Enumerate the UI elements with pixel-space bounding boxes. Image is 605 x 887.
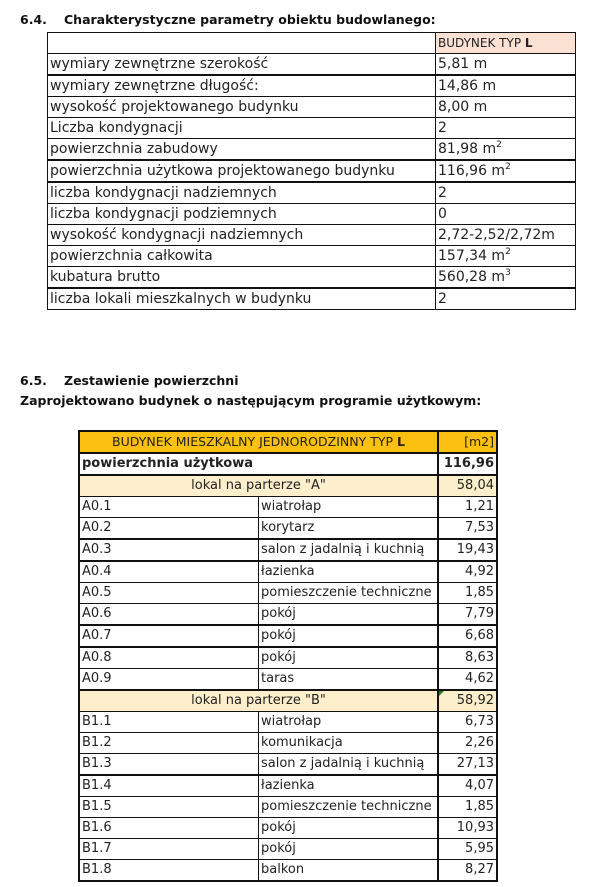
unit-exponent: 2 [505, 162, 511, 172]
parameter-value [436, 160, 576, 182]
room-code: A0.9 [79, 669, 259, 691]
unit-exponent: 2 [496, 140, 502, 150]
room-area: 1,21 [438, 497, 497, 518]
parameter-row [48, 204, 576, 225]
room-name: balkon [259, 860, 439, 882]
unit-section-row [79, 690, 497, 712]
section-number: 6.5. [20, 373, 47, 388]
room-row [79, 818, 497, 839]
room-name: korytarz [259, 518, 439, 540]
room-area: 6,68 [438, 625, 497, 647]
room-code: B1.5 [79, 797, 259, 818]
room-row [79, 733, 497, 754]
room-area: 10,93 [438, 818, 497, 839]
parameter-label: wymiary zewnętrzne długość: [48, 75, 436, 97]
room-code: A0.5 [79, 583, 259, 604]
value-text: 2,72-2,52/2,72m [438, 227, 555, 243]
parameter-label: kubatura brutto [48, 267, 436, 289]
value-text: 81,98 m [438, 141, 497, 157]
room-code: B1.4 [79, 775, 259, 797]
room-row [79, 539, 497, 561]
unit-exponent: 2 [505, 247, 511, 257]
room-area: 4,62 [438, 669, 497, 691]
room-area: 6,73 [438, 712, 497, 733]
unit-exponent: 3 [505, 268, 511, 278]
parameter-row [48, 267, 576, 289]
parameter-label: wysokość projektowanego budynku [48, 97, 436, 118]
parameter-label: powierzchnia użytkowa projektowanego budynku [48, 160, 436, 182]
parameter-row [48, 97, 576, 118]
table-title-row [79, 431, 497, 453]
section-6-5-heading [20, 373, 239, 388]
room-code: A0.2 [79, 518, 259, 540]
empty-header-cell [48, 33, 436, 54]
header-type-letter: L [524, 36, 533, 50]
room-row [79, 839, 497, 860]
room-name: łazienka [259, 775, 439, 797]
total-row [79, 453, 497, 475]
room-code: B1.1 [79, 712, 259, 733]
cell-comment-marker-icon [439, 691, 444, 696]
room-row [79, 518, 497, 540]
parameter-row [48, 139, 576, 161]
room-area: 1,85 [438, 583, 497, 604]
room-name: taras [259, 669, 439, 691]
room-code: A0.8 [79, 647, 259, 669]
room-code: B1.7 [79, 839, 259, 860]
header-row [48, 33, 576, 54]
unit-total-value: 58,04 [438, 475, 497, 497]
room-name: łazienka [259, 561, 439, 583]
value-text: 2 [438, 185, 447, 201]
room-code: A0.3 [79, 539, 259, 561]
parameter-label: liczba lokali mieszkalnych w budynku [48, 288, 436, 310]
room-row [79, 754, 497, 776]
room-name: pokój [259, 647, 439, 669]
room-code: A0.4 [79, 561, 259, 583]
room-area: 7,53 [438, 518, 497, 540]
room-area: 4,92 [438, 561, 497, 583]
unit-section-row [79, 475, 497, 497]
room-area: 4,07 [438, 775, 497, 797]
table-title [79, 431, 438, 453]
room-name: pokój [259, 839, 439, 860]
value-text: 5,81 m [438, 56, 488, 72]
room-row [79, 561, 497, 583]
parameter-value [436, 118, 576, 139]
room-row [79, 647, 497, 669]
room-area: 1,85 [438, 797, 497, 818]
room-area: 27,13 [438, 754, 497, 776]
room-code: A0.6 [79, 604, 259, 626]
room-area: 8,27 [438, 860, 497, 882]
room-name: komunikacja [259, 733, 439, 754]
room-area: 2,26 [438, 733, 497, 754]
value-text: 116,96 m [438, 163, 506, 179]
total-value: 116,96 [438, 453, 497, 475]
value-text: 2 [438, 120, 447, 136]
parameter-label: liczba kondygnacji nadziemnych [48, 182, 436, 204]
parameter-row [48, 118, 576, 139]
title-text: BUDYNEK MIESZKALNY JEDNORODZINNY TYP [112, 434, 397, 449]
parameter-value [436, 225, 576, 246]
room-row [79, 497, 497, 518]
room-name: salon z jadalnią i kuchnią [259, 754, 439, 776]
value-text: 2 [438, 291, 447, 307]
section-title: Charakterystyczne parametry obiektu budowlanego: [64, 12, 436, 27]
room-row [79, 860, 497, 882]
parameter-value [436, 246, 576, 267]
room-code: B1.3 [79, 754, 259, 776]
parameter-value [436, 204, 576, 225]
room-row [79, 604, 497, 626]
building-parameters-table [47, 32, 576, 310]
room-name: pokój [259, 604, 439, 626]
parameter-label: wymiary zewnętrzne szerokość [48, 54, 436, 76]
room-area: 19,43 [438, 539, 497, 561]
title-type-letter: L [396, 434, 405, 449]
floor-area-table [78, 430, 498, 882]
room-name: pokój [259, 818, 439, 839]
parameter-value [436, 97, 576, 118]
unit-label: lokal na parterze "B" [79, 690, 438, 712]
unit-header: [m2] [438, 431, 497, 453]
parameter-value [436, 267, 576, 289]
room-code: A0.1 [79, 497, 259, 518]
section-number: 6.4. [20, 12, 47, 27]
room-code: B1.8 [79, 860, 259, 882]
parameter-label: powierzchnia całkowita [48, 246, 436, 267]
parameter-value [436, 182, 576, 204]
room-row [79, 669, 497, 691]
section-6-4-heading [20, 12, 436, 27]
room-name: pomieszczenie techniczne [259, 797, 439, 818]
room-name: wiatrołap [259, 712, 439, 733]
room-row [79, 775, 497, 797]
parameter-row [48, 182, 576, 204]
parameter-value [436, 139, 576, 161]
unit-label: lokal na parterze "A" [79, 475, 438, 497]
parameter-value [436, 288, 576, 310]
section-intro: Zaprojektowano budynek o następującym programie użytkowym: [20, 393, 482, 408]
room-name: pokój [259, 625, 439, 647]
total-label: powierzchnia użytkowa [79, 453, 438, 475]
value-text: 14,86 m [438, 78, 497, 94]
parameter-label: powierzchnia zabudowy [48, 139, 436, 161]
room-name: pomieszczenie techniczne [259, 583, 439, 604]
value-text: 8,00 m [438, 99, 488, 115]
building-type-header [436, 33, 576, 54]
parameter-label: Liczba kondygnacji [48, 118, 436, 139]
value-text: 0 [438, 206, 447, 222]
room-area: 7,79 [438, 604, 497, 626]
room-area: 5,95 [438, 839, 497, 860]
room-area: 8,63 [438, 647, 497, 669]
room-code: B1.6 [79, 818, 259, 839]
parameter-row [48, 54, 576, 76]
header-text: BUDYNEK TYP [438, 36, 525, 50]
room-code: B1.2 [79, 733, 259, 754]
parameter-row [48, 246, 576, 267]
room-row [79, 797, 497, 818]
parameter-row [48, 75, 576, 97]
room-row [79, 625, 497, 647]
room-name: salon z jadalnią i kuchnią [259, 539, 439, 561]
parameter-row [48, 225, 576, 246]
section-title: Zestawienie powierzchni [64, 373, 239, 388]
room-row [79, 712, 497, 733]
parameter-value [436, 75, 576, 97]
room-code: A0.7 [79, 625, 259, 647]
unit-total-value: 58,92 [438, 690, 497, 712]
room-name: wiatrołap [259, 497, 439, 518]
room-row [79, 583, 497, 604]
value-text: 157,34 m [438, 248, 506, 264]
parameter-value [436, 54, 576, 76]
parameter-label: liczba kondygnacji podziemnych [48, 204, 436, 225]
parameter-label: wysokość kondygnacji nadziemnych [48, 225, 436, 246]
parameter-row [48, 288, 576, 310]
parameter-row [48, 160, 576, 182]
value-text: 560,28 m [438, 269, 506, 285]
